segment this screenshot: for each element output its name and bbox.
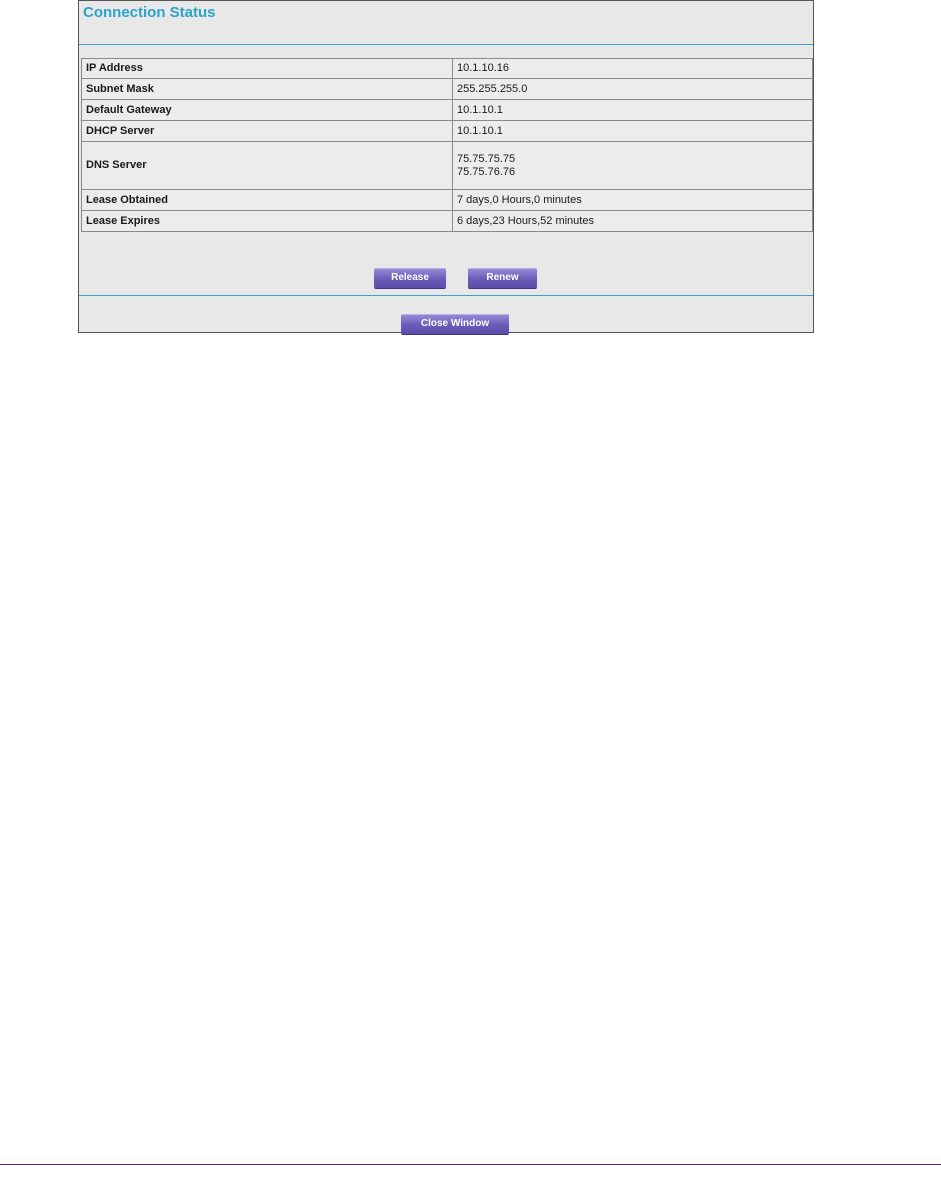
row-value: 6 days,23 Hours,52 minutes <box>452 211 813 232</box>
table-row-default-gateway <box>81 100 813 121</box>
row-value: 255.255.255.0 <box>452 79 813 100</box>
close-window-button[interactable]: Close Window <box>401 314 509 334</box>
table-row-lease-obtained <box>81 190 813 211</box>
row-value: 7 days,0 Hours,0 minutes <box>452 190 813 211</box>
row-label: Subnet Mask <box>81 79 452 100</box>
table-row-subnet-mask <box>81 79 813 100</box>
renew-button[interactable]: Renew <box>468 268 537 288</box>
connection-status-panel <box>78 0 814 333</box>
table-row-lease-expires <box>81 211 813 232</box>
table-row-dns-server <box>81 142 813 190</box>
table-row-ip-address <box>81 58 813 79</box>
row-value: 10.1.10.1 <box>452 100 813 121</box>
title-divider <box>79 44 813 45</box>
page-footer-divider <box>0 1164 941 1165</box>
row-label: IP Address <box>81 58 452 79</box>
row-label: Lease Expires <box>81 211 452 232</box>
row-label: Default Gateway <box>81 100 452 121</box>
row-label: DHCP Server <box>81 121 452 142</box>
dns-secondary-value: 75.75.76.76 <box>457 165 516 178</box>
page-title: Connection Status <box>83 4 216 21</box>
release-button[interactable]: Release <box>374 268 446 288</box>
row-value <box>452 142 813 190</box>
connection-status-table <box>81 58 813 232</box>
row-label: Lease Obtained <box>81 190 452 211</box>
button-divider <box>79 295 813 296</box>
row-label: DNS Server <box>81 142 452 190</box>
table-row-dhcp-server <box>81 121 813 142</box>
row-value: 10.1.10.1 <box>452 121 813 142</box>
dns-primary-value: 75.75.75.75 <box>457 152 516 165</box>
row-value: 10.1.10.16 <box>452 58 813 79</box>
